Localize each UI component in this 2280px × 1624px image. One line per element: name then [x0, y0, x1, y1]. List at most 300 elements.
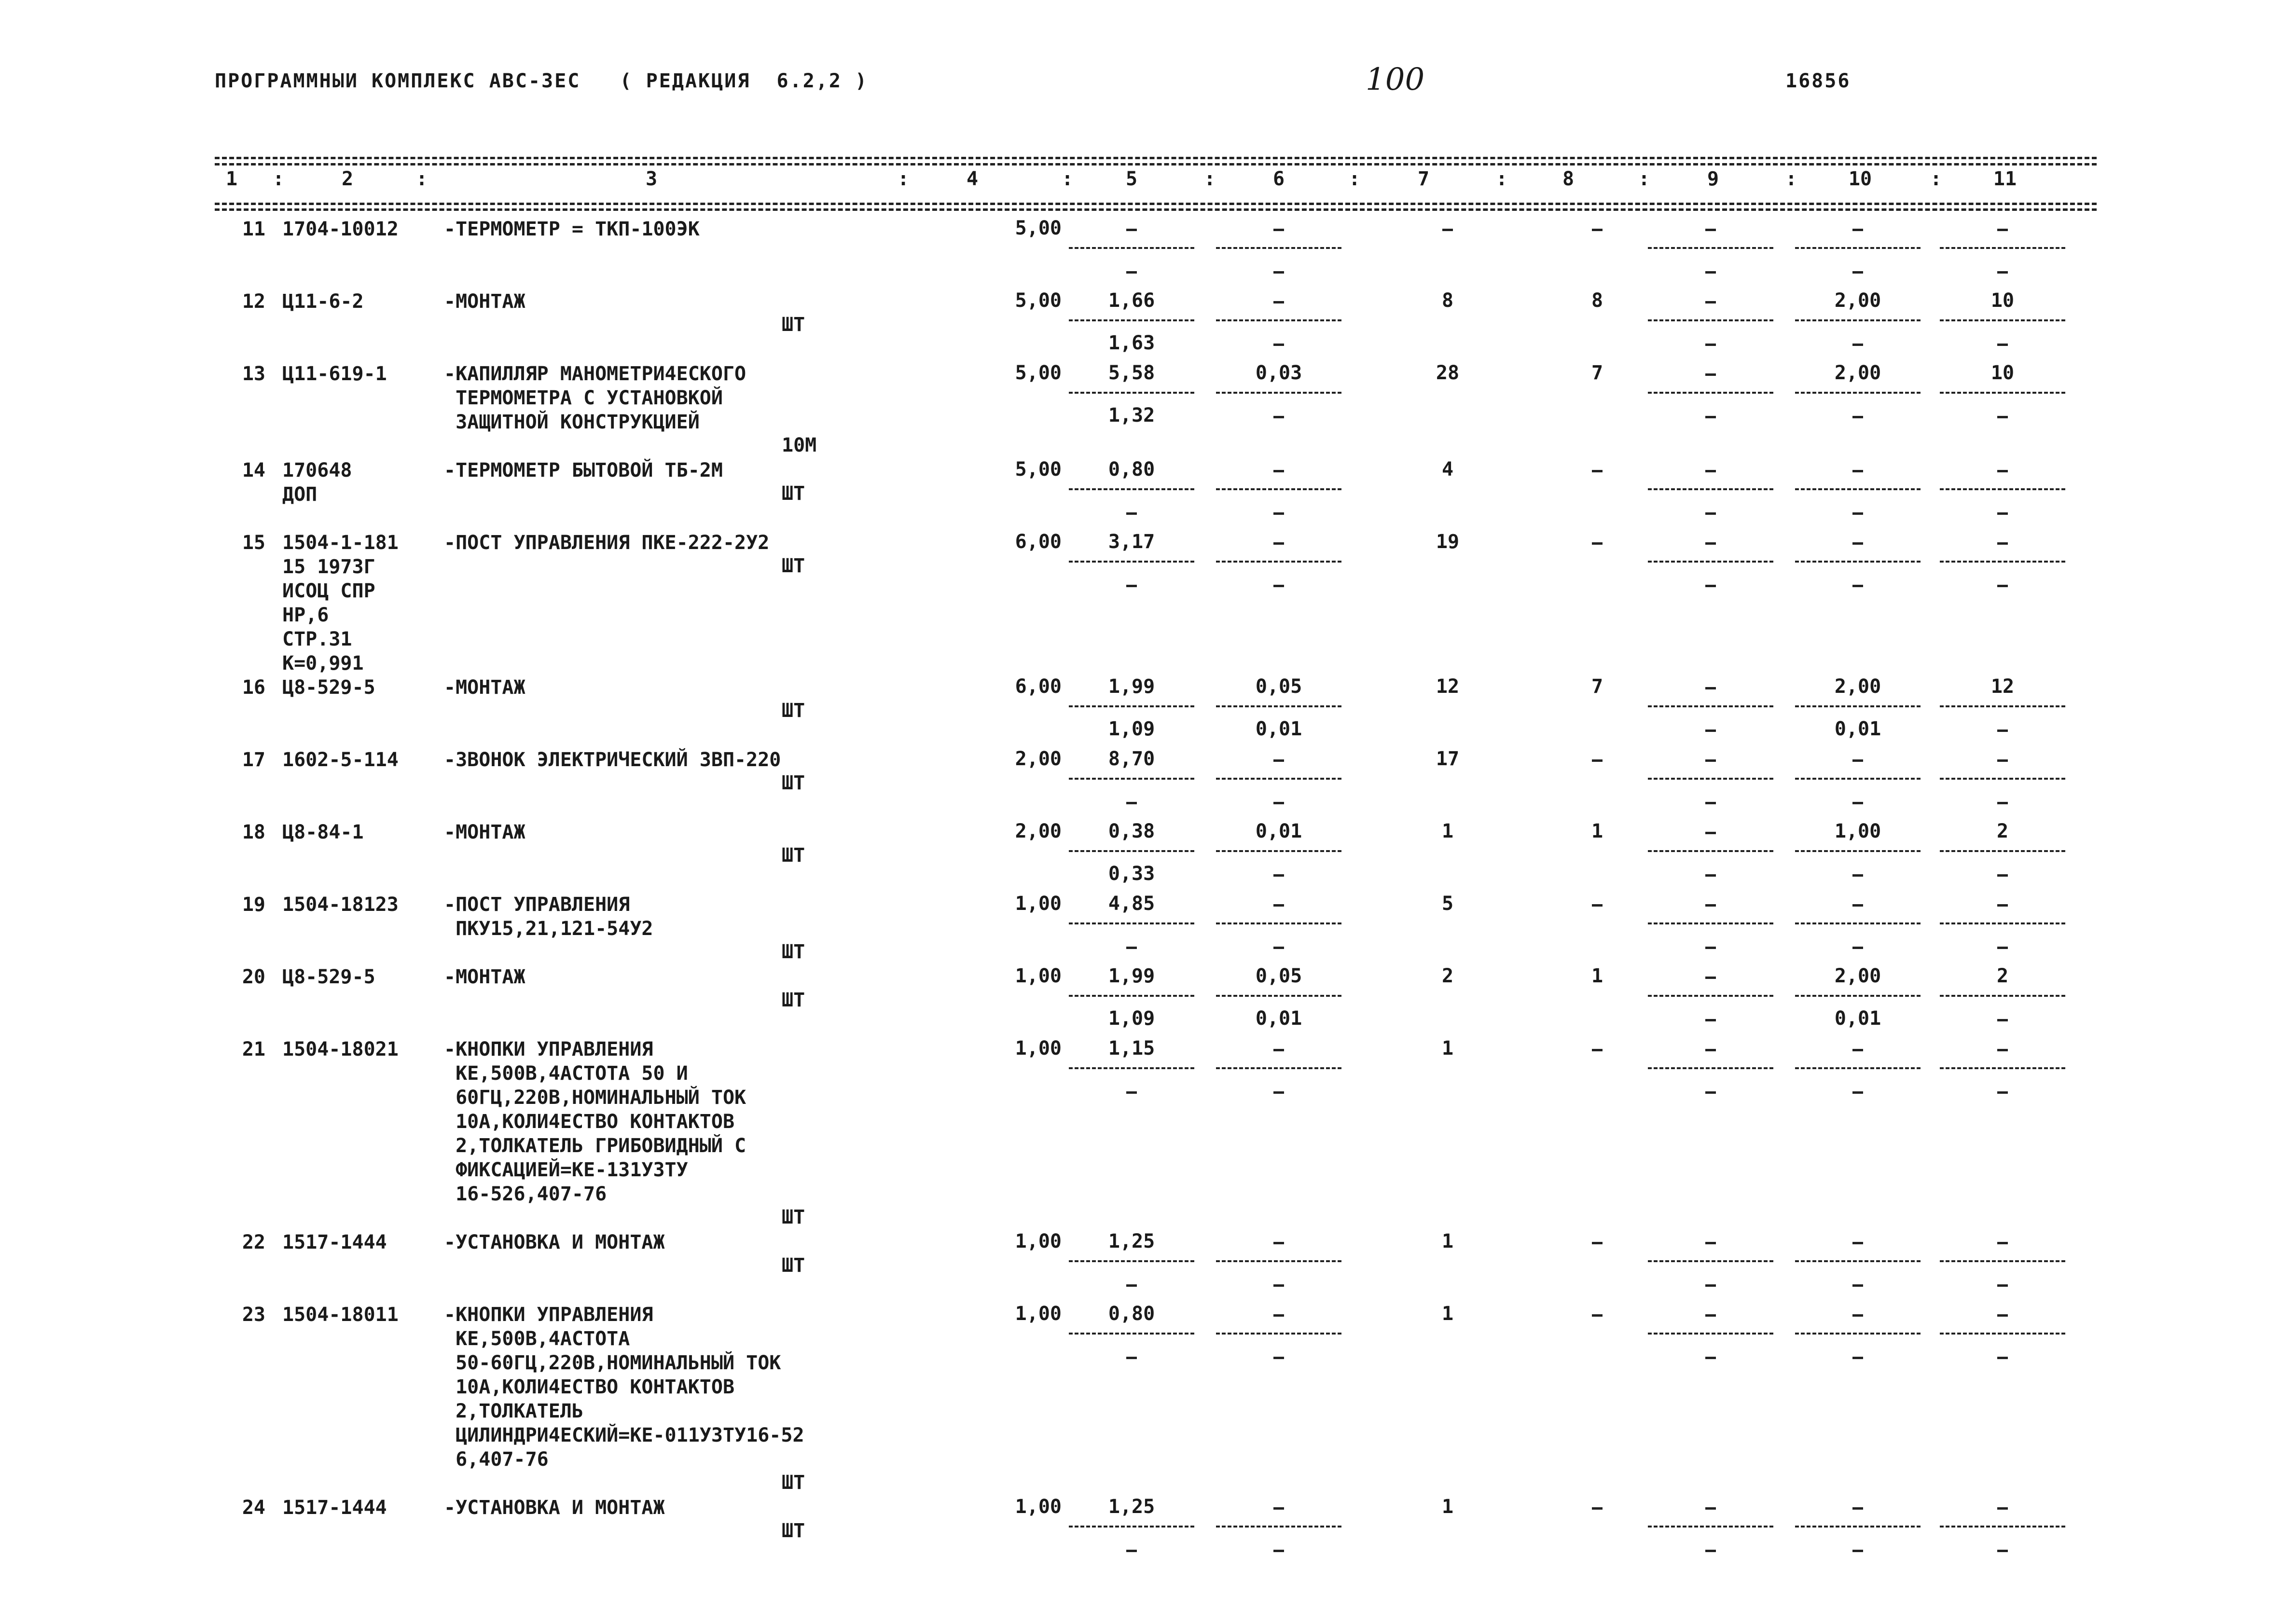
empty-dash [1273, 470, 1284, 472]
cell-c10-bottom [1790, 1345, 1925, 1369]
cell-c6-top: 0,01 [1255, 820, 1302, 842]
col-separator: : [898, 168, 910, 190]
cell-divider [1795, 850, 1921, 852]
name-line: КЕ,500В,4АСТОТА 50 И [444, 1062, 688, 1085]
cell-c10-top [1790, 893, 1925, 917]
cell-divider [1648, 488, 1773, 490]
row-name [444, 1230, 665, 1254]
empty-dash [1442, 229, 1453, 231]
cell-c11-bottom [1935, 1273, 2070, 1297]
cell-divider [1795, 1333, 1921, 1335]
cell-c11-top [1935, 1496, 2070, 1520]
row-name [444, 531, 769, 555]
cell-c8 [1554, 1230, 1641, 1254]
cell-c6-top [1211, 893, 1346, 917]
empty-dash [1592, 1049, 1603, 1051]
code-line: 1704-10012 [282, 218, 399, 240]
name-line: -КНОПКИ УПРАВЛЕНИЯ [444, 1038, 653, 1060]
cell-c6-bottom [1211, 260, 1346, 284]
cell-c9-top [1643, 289, 1778, 314]
name-line: -ПОСТ УПРАВЛЕНИЯ ПКЕ-222-2У2 [444, 532, 770, 554]
name-line: 6,407-76 [444, 1448, 549, 1471]
code-line: Ц8-529-5 [282, 676, 375, 699]
code-line: ИСОЦ СПР [282, 580, 375, 602]
cell-divider [1216, 1260, 1341, 1262]
code-line: Ц8-84-1 [282, 821, 364, 843]
cell-c10-top [1790, 748, 1925, 772]
cell-c11-bottom [1935, 1080, 2070, 1104]
cell-c9-top [1643, 217, 1778, 241]
row-code [282, 675, 375, 700]
cell-c9-bottom [1643, 260, 1778, 284]
row-number: 14 [242, 459, 265, 482]
cell-c9-top [1643, 1303, 1778, 1327]
cell-c5-top: 0,38 [1108, 820, 1155, 842]
cell-c6-top [1211, 1496, 1346, 1520]
cell-c11-bottom [1935, 1345, 2070, 1369]
empty-dash [1273, 1550, 1284, 1552]
cell-divider [1940, 488, 2065, 490]
cell-divider [1795, 922, 1921, 924]
empty-dash [1705, 802, 1716, 804]
empty-dash [1273, 271, 1284, 274]
cell-divider [1069, 705, 1194, 707]
empty-dash [1273, 512, 1284, 515]
cell-c9-top [1643, 531, 1778, 555]
row-quantity: 1,00 [1015, 1230, 1062, 1252]
empty-dash [1705, 729, 1716, 732]
empty-dash [1997, 1550, 2008, 1552]
cell-c10-bottom [1790, 260, 1925, 284]
empty-dash [1705, 1242, 1716, 1244]
cell-c11-top [1935, 217, 2070, 241]
col-header-1: 1 [225, 168, 238, 190]
col-separator: : [1785, 168, 1797, 190]
empty-dash [1273, 1049, 1284, 1051]
empty-dash [1997, 585, 2008, 587]
col-header-7: 7 [1417, 168, 1430, 190]
cell-c5-bottom [1064, 1080, 1199, 1104]
empty-dash [1852, 1507, 1863, 1510]
code-line: Ц11-6-2 [282, 290, 364, 313]
cell-c5-bottom: 1,09 [1108, 718, 1155, 740]
empty-dash [1852, 1314, 1863, 1317]
cell-c6-bottom: 0,01 [1255, 718, 1302, 740]
cell-divider [1940, 1260, 2065, 1262]
row-code [282, 1496, 387, 1520]
row-name [444, 820, 525, 844]
cell-c11-top [1935, 1230, 2070, 1254]
name-line: 2,ТОЛКАТЕЛЬ ГРИБОВИДНЫЙ С [444, 1135, 746, 1157]
row-unit: ШТ [782, 1520, 805, 1542]
name-line: 60ГЦ,220В,НОМИНАЛЬНЫЙ ТОК [444, 1087, 746, 1109]
cell-divider [1069, 247, 1194, 249]
empty-dash [1705, 542, 1716, 545]
col-header-8: 8 [1562, 168, 1575, 190]
cell-c6-top [1211, 217, 1346, 241]
code-line: 1504-18011 [282, 1304, 399, 1326]
cell-c5-top: 0,80 [1108, 1303, 1155, 1325]
row-name [444, 217, 700, 241]
cell-divider [1940, 561, 2065, 563]
empty-dash [1705, 977, 1716, 979]
name-line: -КАПИЛЛЯР МАНОМЕТРИ4ЕСКОГО [444, 363, 746, 385]
cell-c9-bottom [1643, 790, 1778, 814]
cell-c5-top [1064, 217, 1199, 241]
cell-c10-top: 2,00 [1834, 675, 1881, 698]
cell-c10-bottom: 0,01 [1834, 1007, 1881, 1030]
cell-c11-top [1935, 1037, 2070, 1061]
empty-dash [1273, 344, 1284, 346]
col-header-3: 3 [645, 168, 658, 190]
cell-divider [1648, 1333, 1773, 1335]
empty-dash [1705, 1550, 1716, 1552]
empty-dash [1997, 1357, 2008, 1359]
name-line: -УСТАНОВКА И МОНТАЖ [444, 1497, 665, 1519]
row-code [282, 458, 352, 507]
cell-c11-top: 10 [1990, 362, 2015, 384]
empty-dash [1273, 874, 1284, 877]
empty-dash [1997, 947, 2008, 949]
program-title: ПРОГРАММНЫИ КОМПЛЕКС АВС-ЗЕС ( РЕДАКЦИЯ 6.2,2 ) [215, 70, 869, 92]
row-quantity: 6,00 [1015, 675, 1062, 698]
name-line: КЕ,500В,4АСТОТА [444, 1328, 630, 1350]
cell-divider [1648, 922, 1773, 924]
row-quantity: 5,00 [1015, 362, 1062, 384]
empty-dash [1997, 1049, 2008, 1051]
name-line: -МОНТАЖ [444, 821, 525, 843]
empty-dash [1852, 1284, 1863, 1287]
empty-dash [1126, 1284, 1137, 1287]
empty-dash [1997, 759, 2008, 762]
empty-dash [1592, 759, 1603, 762]
cell-c9-bottom [1643, 573, 1778, 597]
code-line: 1517-1444 [282, 1497, 387, 1519]
cell-c10-bottom [1790, 1080, 1925, 1104]
row-code [282, 893, 399, 917]
empty-dash [1997, 470, 2008, 472]
cell-c5-top: 5,58 [1108, 362, 1155, 384]
cell-divider [1940, 392, 2065, 394]
cell-c9-top [1643, 820, 1778, 844]
cell-divider [1069, 1067, 1194, 1069]
empty-dash [1126, 1091, 1137, 1094]
cell-divider [1795, 778, 1921, 780]
empty-dash [1126, 1357, 1137, 1359]
empty-dash [1852, 1091, 1863, 1094]
name-line: -МОНТАЖ [444, 966, 525, 988]
col-header-5: 5 [1125, 168, 1138, 190]
row-number: 21 [242, 1038, 265, 1060]
cell-divider [1648, 392, 1773, 394]
cell-c5-bottom: 1,63 [1108, 332, 1155, 354]
row-quantity: 1,00 [1015, 1303, 1062, 1325]
cell-c5-top: 1,25 [1108, 1230, 1155, 1252]
row-name [444, 893, 653, 941]
row-unit: ШТ [782, 1206, 805, 1228]
cell-c9-bottom [1643, 1345, 1778, 1369]
name-line: 2,ТОЛКАТЕЛЬ [444, 1400, 583, 1422]
cell-divider [1795, 995, 1921, 997]
cell-divider [1216, 850, 1341, 852]
cell-c5-bottom [1064, 573, 1199, 597]
cell-c10-top [1790, 1303, 1925, 1327]
empty-dash [1705, 1049, 1716, 1051]
empty-dash [1852, 904, 1863, 907]
empty-dash [1592, 1314, 1603, 1317]
empty-dash [1997, 1019, 2008, 1021]
name-line: -ТЕРМОМЕТР = ТКП-100ЭК [444, 218, 700, 240]
cell-c6-top [1211, 1303, 1346, 1327]
cell-c6-bottom [1211, 935, 1346, 959]
empty-dash [1592, 904, 1603, 907]
row-name [444, 362, 746, 434]
row-name [444, 675, 525, 700]
cell-c8 [1554, 458, 1641, 482]
empty-dash [1997, 1242, 2008, 1244]
row-unit: ШТ [782, 482, 805, 505]
empty-dash [1852, 416, 1863, 418]
cell-c11-top [1935, 1303, 2070, 1327]
cell-divider [1795, 561, 1921, 563]
cell-c6-top: 0,05 [1255, 965, 1302, 987]
cell-c7: 1 [1441, 1037, 1454, 1060]
cell-c9-bottom [1643, 1273, 1778, 1297]
row-quantity: 1,00 [1015, 965, 1062, 987]
empty-dash [1852, 542, 1863, 545]
empty-dash [1273, 1284, 1284, 1287]
cell-c9-bottom [1643, 1007, 1778, 1032]
row-code [282, 1230, 387, 1254]
row-number: 18 [242, 821, 265, 843]
row-number: 22 [242, 1231, 265, 1253]
code-line: 1517-1444 [282, 1231, 387, 1253]
cell-c8: 7 [1591, 362, 1603, 384]
empty-dash [1997, 344, 2008, 346]
cell-divider [1216, 488, 1341, 490]
empty-dash [1705, 416, 1716, 418]
cell-c9-top [1643, 675, 1778, 700]
empty-dash [1997, 512, 2008, 515]
cell-c6-top: 0,05 [1255, 675, 1302, 698]
cell-divider [1648, 561, 1773, 563]
name-line: -ПОСТ УПРАВЛЕНИЯ [444, 894, 630, 916]
cell-divider [1940, 1526, 2065, 1528]
cell-c10-bottom [1790, 790, 1925, 814]
cell-divider [1795, 1067, 1921, 1069]
cell-divider [1069, 488, 1194, 490]
empty-dash [1273, 229, 1284, 231]
cell-c9-top [1643, 748, 1778, 772]
name-line: -УСТАНОВКА И МОНТАЖ [444, 1231, 665, 1253]
cell-c7: 2 [1441, 965, 1454, 987]
cell-c6-bottom [1211, 1080, 1346, 1104]
col-header-6: 6 [1272, 168, 1285, 190]
cell-c6-bottom [1211, 332, 1346, 356]
cell-c6-top [1211, 458, 1346, 482]
cell-divider [1069, 561, 1194, 563]
cell-divider [1069, 850, 1194, 852]
cell-c10-bottom [1790, 1538, 1925, 1562]
empty-dash [1997, 1284, 2008, 1287]
cell-c7: 1 [1441, 1303, 1454, 1325]
cell-c7: 1 [1441, 1496, 1454, 1518]
empty-dash [1705, 301, 1716, 303]
cell-c5-bottom [1064, 790, 1199, 814]
empty-dash [1705, 344, 1716, 346]
cell-divider [1069, 1526, 1194, 1528]
cell-c11-top: 12 [1990, 675, 2015, 698]
row-name [444, 289, 525, 314]
row-name [444, 1303, 804, 1472]
empty-dash [1852, 470, 1863, 472]
col-separator: : [273, 168, 285, 190]
empty-dash [1273, 542, 1284, 545]
cell-c10-bottom [1790, 332, 1925, 356]
row-number: 23 [242, 1304, 265, 1326]
cell-c5-top: 4,85 [1108, 893, 1155, 915]
col-header-11: 11 [1993, 168, 2017, 190]
cell-divider [1940, 319, 2065, 321]
empty-dash [1852, 229, 1863, 231]
cell-c11-top: 10 [1990, 289, 2015, 312]
cell-divider [1940, 995, 2065, 997]
cell-divider [1940, 705, 2065, 707]
cell-divider [1940, 922, 2065, 924]
empty-dash [1852, 759, 1863, 762]
empty-dash [1126, 585, 1137, 587]
cell-c5-top: 1,25 [1108, 1496, 1155, 1518]
cell-c10-bottom [1790, 501, 1925, 525]
empty-dash [1705, 947, 1716, 949]
empty-dash [1592, 1242, 1603, 1244]
empty-dash [1592, 229, 1603, 231]
cell-c7: 28 [1436, 362, 1460, 384]
cell-c6-bottom [1211, 1538, 1346, 1562]
empty-dash [1705, 687, 1716, 689]
empty-dash [1997, 1507, 2008, 1510]
cell-c11-top: 2 [1996, 820, 2009, 842]
cell-divider [1216, 247, 1341, 249]
code-line: К=0,991 [282, 652, 364, 674]
cell-c7: 4 [1441, 458, 1454, 481]
name-line: ФИКСАЦИЕЙ=КЕ-131У3ТУ [444, 1159, 688, 1181]
cell-c5-bottom [1064, 1538, 1199, 1562]
cell-c8 [1554, 531, 1641, 555]
empty-dash [1705, 1357, 1716, 1359]
empty-dash [1705, 271, 1716, 274]
row-code [282, 1303, 399, 1327]
name-line: 50-60ГЦ,220В,НОМИНАЛЬНЫЙ ТОК [444, 1352, 781, 1374]
empty-dash [1273, 1091, 1284, 1094]
cell-divider [1648, 850, 1773, 852]
name-line: ПКУ15,21,121-54У2 [444, 918, 653, 940]
cell-divider [1216, 561, 1341, 563]
row-quantity: 6,00 [1015, 531, 1062, 553]
empty-dash [1997, 904, 2008, 907]
row-number: 19 [242, 894, 265, 916]
empty-dash [1273, 1357, 1284, 1359]
cell-c8 [1554, 893, 1641, 917]
cell-c8 [1554, 217, 1641, 241]
cell-c10-bottom [1790, 935, 1925, 959]
code-line: Ц11-619-1 [282, 363, 387, 385]
cell-c8 [1554, 1037, 1641, 1061]
row-quantity: 1,00 [1015, 893, 1062, 915]
empty-dash [1852, 585, 1863, 587]
empty-dash [1852, 1357, 1863, 1359]
cell-c9-bottom [1643, 1080, 1778, 1104]
cell-c10-top: 2,00 [1834, 289, 1881, 312]
empty-dash [1997, 874, 2008, 877]
col-header-2: 2 [341, 168, 354, 190]
row-number: 17 [242, 749, 265, 771]
cell-c10-top [1790, 1230, 1925, 1254]
empty-dash [1126, 271, 1137, 274]
cell-c6-bottom [1211, 790, 1346, 814]
cell-divider [1069, 778, 1194, 780]
code-line: НР,6 [282, 604, 329, 626]
cell-c10-bottom [1790, 573, 1925, 597]
cell-c10-bottom [1790, 404, 1925, 428]
code-line: Ц8-529-5 [282, 966, 375, 988]
cell-c11-bottom [1935, 501, 2070, 525]
empty-dash [1852, 1550, 1863, 1552]
cell-divider [1940, 850, 2065, 852]
sheet-number: 16856 [1785, 70, 1851, 92]
cell-c9-top [1643, 362, 1778, 386]
empty-dash [1705, 1284, 1716, 1287]
row-code [282, 820, 364, 844]
cell-c11-bottom [1935, 718, 2070, 742]
row-quantity: 1,00 [1015, 1496, 1062, 1518]
cell-divider [1216, 995, 1341, 997]
cell-c9-top [1643, 458, 1778, 482]
cell-divider [1216, 778, 1341, 780]
cell-c8: 1 [1591, 820, 1603, 842]
cell-divider [1069, 392, 1194, 394]
row-name [444, 748, 781, 772]
cell-c9-bottom [1643, 1538, 1778, 1562]
cell-c7: 8 [1441, 289, 1454, 312]
empty-dash [1705, 1019, 1716, 1021]
cell-divider [1648, 705, 1773, 707]
empty-dash [1997, 802, 2008, 804]
cell-c11-bottom [1935, 863, 2070, 887]
handwritten-page-number: 100 [1366, 62, 1425, 97]
row-code [282, 965, 375, 989]
cell-c11-bottom [1935, 1538, 2070, 1562]
cell-c7: 1 [1441, 1230, 1454, 1252]
row-code [282, 362, 387, 386]
cell-divider [1648, 1260, 1773, 1262]
cell-divider [1069, 922, 1194, 924]
empty-dash [1705, 373, 1716, 376]
cell-divider [1069, 1333, 1194, 1335]
cell-divider [1795, 488, 1921, 490]
cell-divider [1795, 705, 1921, 707]
cell-c5-bottom [1064, 260, 1199, 284]
row-number: 12 [242, 290, 265, 313]
cell-divider [1795, 1260, 1921, 1262]
cell-divider [1940, 1067, 2065, 1069]
empty-dash [1997, 271, 2008, 274]
empty-dash [1126, 947, 1137, 949]
cell-c7: 5 [1441, 893, 1454, 915]
cell-c10-top: 2,00 [1834, 965, 1881, 987]
cell-c7: 1 [1441, 820, 1454, 842]
cell-c5-bottom: 0,33 [1108, 863, 1155, 885]
